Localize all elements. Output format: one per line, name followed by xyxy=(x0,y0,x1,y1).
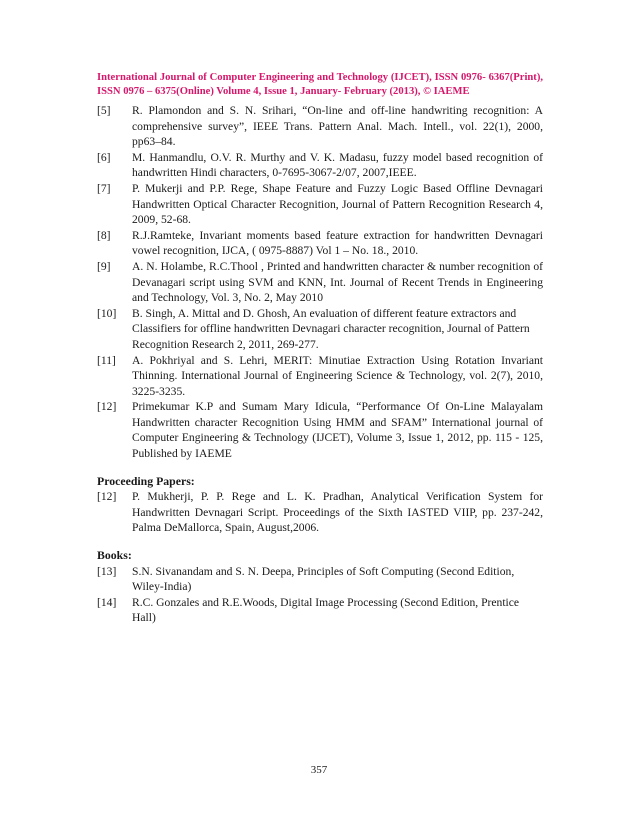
page-number: 357 xyxy=(310,764,328,776)
reference-text: B. Singh, A. Mittal and D. Ghosh, An evaluation of different feature extractors and Classifiers for offline handwritten Devnagari character recognition, Journal of Pattern Recognition Research 2, 2011, 269-277. xyxy=(132,306,530,351)
journal-header-line1: International Journal of Computer Engineering and Technology (IJCET), ISSN 0976- xyxy=(97,72,486,83)
reference-item xyxy=(97,306,543,353)
reference-text: R. Plamondon and S. N. Srihari, “On-line and off-line handwriting recognition: A comprehensive survey”, IEEE Trans. Pattern Anal. Mach. Intell., vol. 22(1), 2000, pp63–84. xyxy=(132,104,543,149)
reference-number: [14] xyxy=(97,595,117,609)
reference-item xyxy=(97,489,543,536)
reference-item xyxy=(97,399,543,461)
reference-item xyxy=(97,353,543,400)
journal-header-line2: 6367(Print), ISSN 0976 – 6375(Online) Volume 4, Issue 1, January- February (2013), © IAEME xyxy=(97,72,543,97)
reference-item xyxy=(97,181,543,228)
reference-number: [9] xyxy=(97,259,111,273)
reference-text: A. Pokhriyal and S. Lehri, MERIT: Minutiae Extraction Using Rotation Invariant Thinning. International Journal of Engineering Science & Technology, vol. 2(7), 2010, 3225-3235. xyxy=(132,353,543,398)
references-section xyxy=(97,103,543,626)
journal-header xyxy=(97,71,543,98)
reference-item xyxy=(97,564,543,595)
reference-number: [7] xyxy=(97,181,111,195)
reference-text: M. Hanmandlu, O.V. R. Murthy and V. K. Madasu, fuzzy model based recognition of handwritten Hindi characters, 0-7695-3067-2/07, 2007,IEEE. xyxy=(132,150,543,180)
reference-text: P. Mukherji, P. P. Rege and L. K. Pradhan, Analytical Verification System for Handwritten Devnagari Script. Proceedings of the Sixth IASTED VIIP, pp. 237-242, Palma DeMallorca, Spain, August,2006. xyxy=(132,490,543,535)
reference-number: [5] xyxy=(97,104,111,117)
reference-number: [12] xyxy=(97,490,117,504)
reference-number: [12] xyxy=(97,400,117,414)
reference-text: R.J.Ramteke, Invariant moments based feature extraction for handwritten Devnagari vowel recognition, IJCA, ( 0975-8887) Vol 1 – No. 18., 2010. xyxy=(132,228,543,258)
reference-text: S.N. Sivanandam and S. N. Deepa, Principles of Soft Computing (Second Edition, Wiley-India) xyxy=(132,564,515,594)
reference-text: P. Mukerji and P.P. Rege, Shape Feature and Fuzzy Logic Based Offline Devnagari Handwritten Optical Character Recognition, Journal of Pattern Recognition Research 4, 2009, 52-68. xyxy=(132,181,543,227)
reference-item xyxy=(97,595,543,626)
reference-number: [10] xyxy=(97,306,117,320)
books-heading: Books: xyxy=(97,548,132,563)
reference-text: R.C. Gonzales and R.E.Woods, Digital Image Processing (Second Edition, Prentice Hall) xyxy=(132,595,520,625)
reference-item xyxy=(97,259,543,306)
reference-text: Primekumar K.P and Sumam Mary Idicula, “Performance Of On-Line Malayalam Handwritten character Recognition Using HMM and SFAM” International journal of Computer Engineering & Technology (IJCET), Volume 3, Issue 1, 2012, pp. 115 - 125, Published by IAEME xyxy=(132,400,543,461)
reference-number: [6] xyxy=(97,150,111,164)
proceedings-heading: Proceeding Papers: xyxy=(97,473,195,488)
reference-item xyxy=(97,150,543,181)
reference-number: [13] xyxy=(97,564,117,578)
reference-item xyxy=(97,228,543,259)
reference-number: [11] xyxy=(97,353,116,367)
reference-item xyxy=(97,103,543,150)
reference-text: A. N. Holambe, R.C.Thool , Printed and handwritten character & number recognition of Devanagari script using SVM and KNN, Int. Journal of Recent Trends in Engineering and Technology, Vol. 3, No. 2, May 2010 xyxy=(132,259,543,305)
reference-number: [8] xyxy=(97,228,111,242)
